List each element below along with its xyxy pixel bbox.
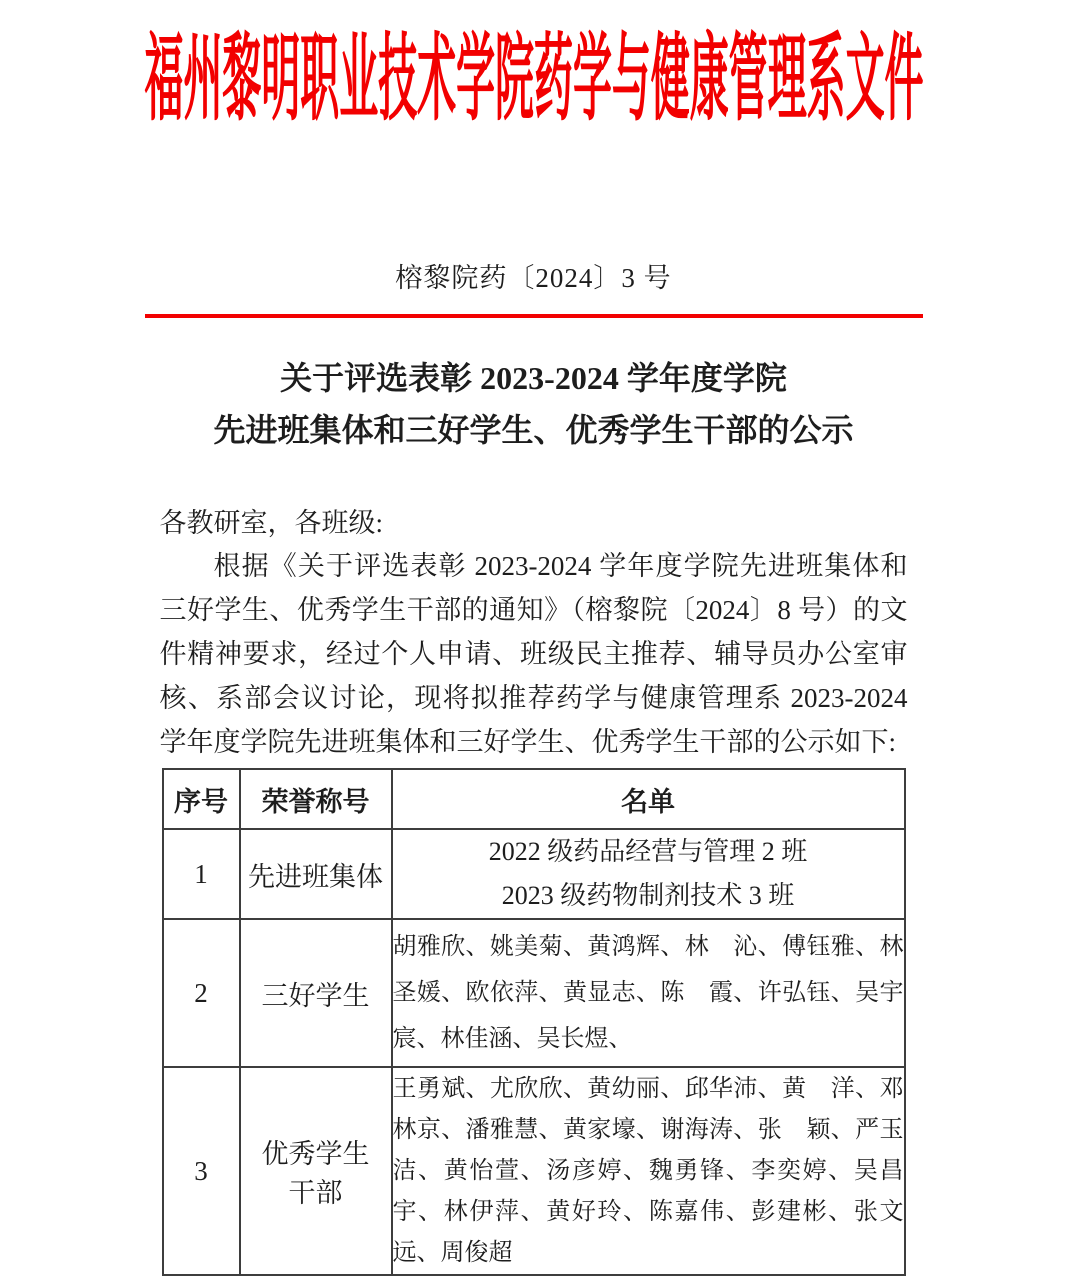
row3-honor-label: 优秀学生干部 — [261, 1139, 370, 1208]
header-cell-names: 名单 — [392, 769, 905, 829]
red-divider-line — [145, 314, 923, 318]
row1-names-line2: 2023 级药物制剂技术 3 班 — [501, 881, 795, 910]
table-row — [163, 919, 905, 1067]
letterhead-banner — [0, 0, 1067, 132]
row1-names — [392, 829, 905, 919]
row1-names-line1: 2022 级药品经营与管理 2 班 — [488, 837, 808, 866]
document-body — [160, 502, 908, 1276]
body-paragraph: 根据《关于评选表彰 2023-2024 学年度学院先进班集体和三好学生、优秀学生干部的通知》（榕黎院〔2024〕8 号）的文件精神要求，经过个人申请、班级民主推荐、辅导员办公室审核、系部会议讨论，现将拟推荐药学与健康管理系 2023-2024 学年度学院先进班集体和三好学生、优秀学生干部的公示如下: — [159, 551, 908, 757]
honor-table — [162, 768, 906, 1276]
table-row — [163, 829, 905, 919]
row3-honor — [240, 1067, 392, 1275]
table-header-row — [163, 769, 905, 829]
row3-index: 3 — [163, 1067, 240, 1275]
document-title — [0, 352, 1067, 456]
table-row — [163, 1067, 905, 1275]
row2-names: 胡雅欣、姚美菊、黄鸿辉、林 沁、傅钰雅、林圣媛、欧依萍、黄显志、陈 霞、许弘钰、吴宇宸、林佳涵、吴长煜、 — [392, 919, 905, 1067]
row1-honor: 先进班集体 — [240, 829, 392, 919]
row1-index: 1 — [163, 829, 240, 919]
letterhead-title: 福州黎明职业技术学院药学与健康管理系文件 — [144, 25, 924, 132]
header-cell-honor: 荣誉称号 — [240, 769, 392, 829]
row3-names: 王勇斌、尤欣欣、黄幼丽、邱华沛、黄 洋、邓林京、潘雅慧、黄家壕、谢海涛、张 颖、严玉洁、黄怡萱、汤彦婷、魏勇锋、李奕婷、吴昌宇、林伊萍、黄好玲、陈嘉伟、彭建彬、张文远、周俊超 — [392, 1067, 905, 1275]
document-title-line2: 先进班集体和三好学生、优秀学生干部的公示 — [213, 412, 854, 448]
document-number: 榕黎院药〔2024〕3 号 — [395, 263, 672, 293]
document-title-line1: 关于评选表彰 2023-2024 学年度学院 — [280, 360, 787, 396]
row2-honor: 三好学生 — [240, 919, 392, 1067]
salutation: 各教研室，各班级: — [159, 508, 384, 538]
row2-index: 2 — [163, 919, 240, 1067]
header-cell-index: 序号 — [163, 769, 240, 829]
